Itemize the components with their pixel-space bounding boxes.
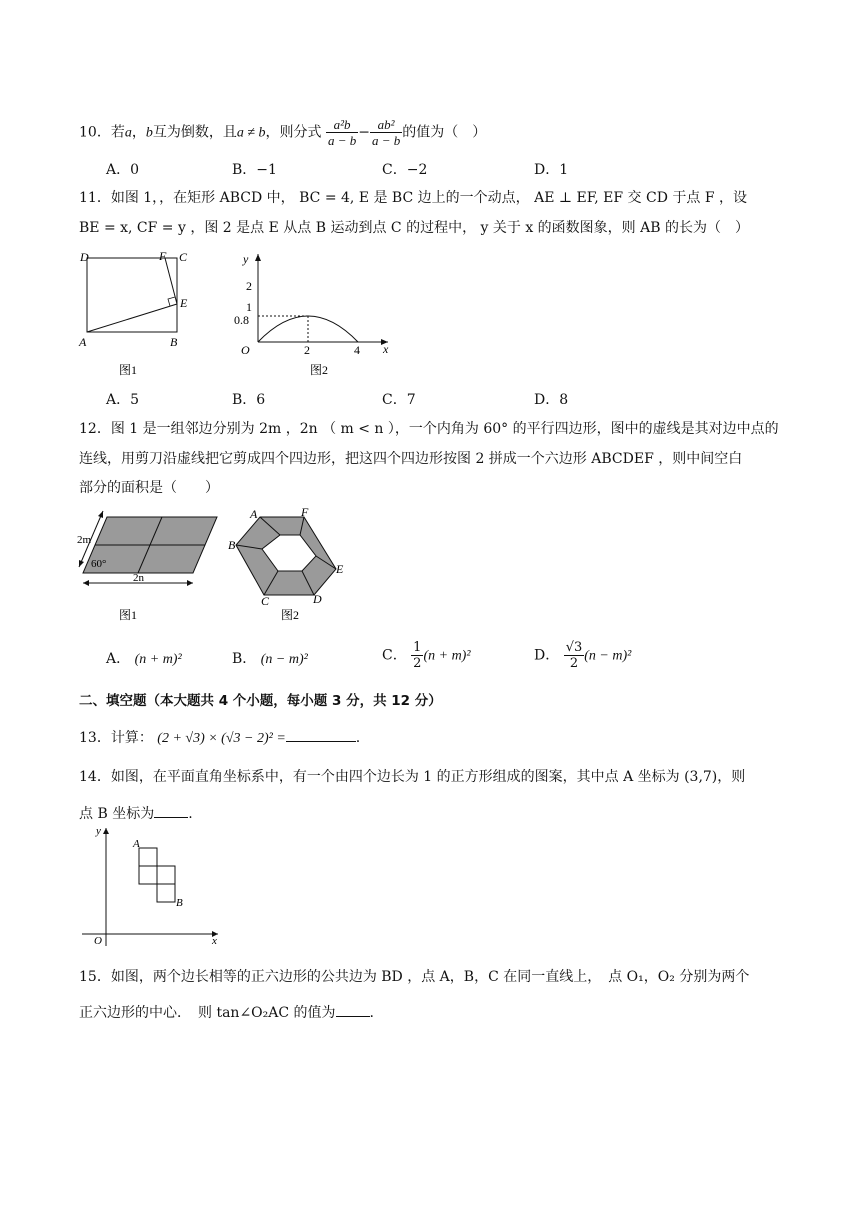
label-f: F — [159, 249, 167, 263]
answer-blank — [336, 1002, 370, 1017]
origin-label: O — [241, 343, 250, 357]
side-label-2m: 2m — [77, 534, 92, 546]
q12-figure-2 — [228, 505, 353, 625]
q11-figure-2 — [228, 248, 398, 378]
angle-label: 60° — [91, 558, 107, 570]
label-b: B — [228, 538, 236, 552]
question-15-line2: 正六边形的中心． 则 tan∠O₂AC 的值为 . — [79, 1002, 374, 1023]
q12-figure-1 — [75, 505, 225, 625]
label-d: D — [313, 592, 322, 606]
q11-option-c: C．7 — [382, 392, 416, 408]
label-c: C — [261, 594, 270, 608]
x-tick-4: 4 — [354, 343, 360, 357]
y-tick-0-8: 0.8 — [234, 313, 249, 327]
figure-caption: 图1 — [119, 363, 138, 377]
x-tick-2: 2 — [304, 343, 310, 357]
q11-figure-1 — [75, 248, 205, 378]
fraction-1: $\frac{\text{a²b}}{a - b}$ — [327, 117, 357, 148]
y-axis-label: y — [96, 825, 101, 837]
question-10-line: 10．若a，b互为倒数，且a ≠ b，则分式 $\frac{\text{a²b}}{a - b}$ − $\frac{\text{ab²}}{a - b}$ 的值为（ ） — [79, 117, 487, 148]
q11-option-a: A．5 — [106, 392, 140, 408]
question-15-line1: 15．如图，两个边长相等的正六边形的公共边为 BD ，点 A，B，C 在同一直线上， 点 O₁，O₂ 分别为两个 — [79, 969, 750, 985]
origin-label: O — [94, 935, 102, 947]
answer-blank — [154, 803, 188, 818]
q10-option-c: C．−2 — [382, 162, 428, 178]
question-14-line1: 14．如图，在平面直角坐标系中，有一个由四个边长为 1 的正方形组成的图案，其中点 A 坐标为 (3,7)，则 — [79, 769, 746, 785]
section-2-title: 二、填空题（本大题共 4 个小题，每小题 3 分，共 12 分） — [79, 693, 442, 709]
label-b: B — [170, 335, 178, 349]
q11-option-d: D．8 — [534, 392, 569, 408]
question-13-line: 13．计算： (2 + √3) × (√3 − 2)² = . — [79, 727, 360, 749]
label-f: F — [301, 505, 309, 519]
q12-option-b: B． (n − m)² — [232, 651, 308, 667]
q11-option-b: B．6 — [232, 392, 266, 408]
q12-option-c: C． $\frac{1}{2}$ (n + m)² — [382, 640, 471, 671]
figure-caption: 图1 — [119, 608, 138, 622]
question-number: 10． — [79, 124, 111, 141]
x-axis-label: x — [212, 935, 217, 947]
label-e: E — [180, 296, 188, 310]
point-a-label: A — [133, 838, 140, 850]
question-12-line3: 部分的面积是（ ） — [79, 480, 219, 496]
label-d: D — [80, 250, 89, 264]
question-11-line2: BE = x, CF = y ，图 2 是点 E 从点 B 运动到点 C 的过程中， y 关于 x 的函数图象，则 AB 的长为（ ） — [79, 220, 749, 236]
figure-caption: 图2 — [310, 363, 329, 377]
y-tick-2: 2 — [246, 279, 252, 293]
q10-option-a: A．0 — [106, 162, 140, 178]
label-a: A — [250, 507, 258, 521]
label-c: C — [179, 250, 188, 264]
fraction-2: $\frac{\text{ab²}}{a - b}$ — [371, 117, 401, 148]
q14-figure — [78, 822, 228, 950]
question-12-line2: 连线，用剪刀沿虚线把它剪成四个四边形，把这四个四边形按图 2 拼成一个六边形 ABCDEF ，则中间空白 — [79, 451, 743, 467]
y-axis-label: y — [243, 252, 249, 266]
q12-option-a: A． (n + m)² — [106, 651, 182, 667]
point-b-label: B — [176, 897, 183, 909]
q10-option-d: D．1 — [534, 162, 569, 178]
x-axis-label: x — [383, 342, 389, 356]
question-12-line1: 12．图 1 是一组邻边分别为 2m ，2n （ m < n ），一个内角为 60° 的平行四边形，图中的虚线是其对边中点的 — [79, 421, 779, 437]
question-14-line2: 点 B 坐标为 . — [79, 803, 193, 824]
side-label-2n: 2n — [133, 572, 144, 584]
question-11-line1: 11．如图 1，，在矩形 ABCD 中， BC = 4, E 是 BC 边上的一个动点， AE ⊥ EF, EF 交 CD 于点 F ，设 — [79, 190, 747, 206]
label-e: E — [336, 562, 344, 576]
figure-caption: 图2 — [281, 608, 300, 622]
q10-option-b: B．−1 — [232, 162, 277, 178]
answer-blank — [286, 727, 356, 742]
q12-option-d: D． $\frac{√3}{2}$ (n − m)² — [534, 640, 632, 671]
label-a: A — [79, 335, 87, 349]
y-tick-1: 1 — [246, 300, 252, 314]
